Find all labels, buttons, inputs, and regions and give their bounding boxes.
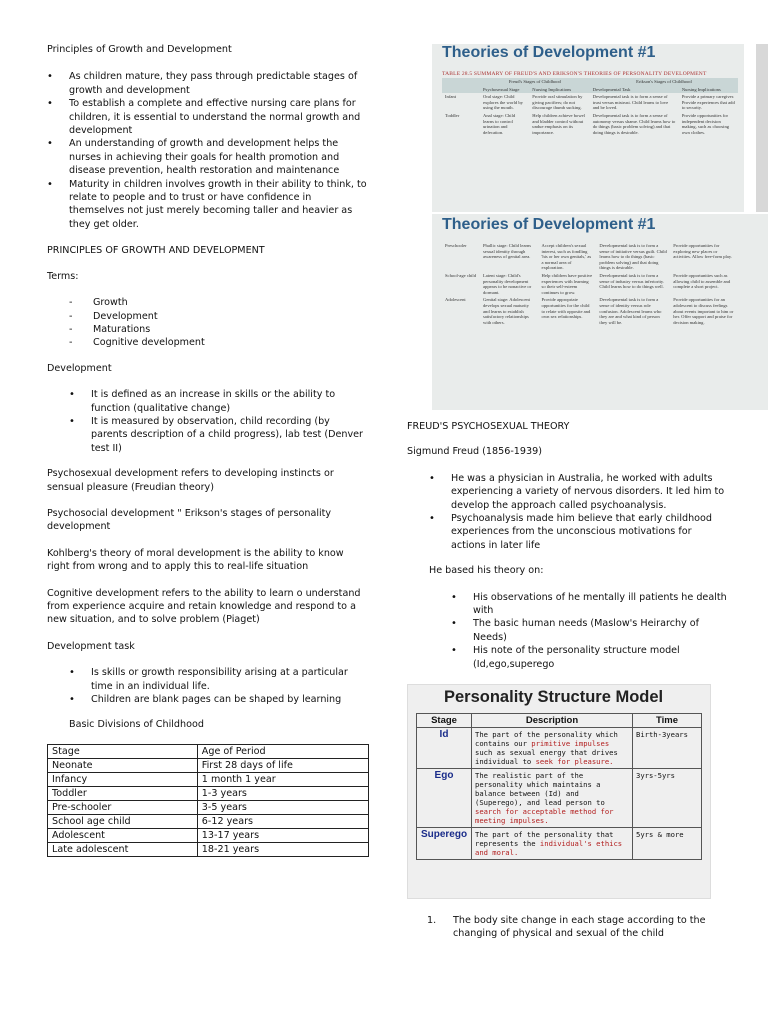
table-cell: Infant [445, 94, 456, 100]
table-cell: Preschooler [445, 243, 467, 248]
table-row [48, 828, 369, 842]
table-cell: 1 month 1 year [197, 772, 368, 786]
list-item: • His note of the personality structure model (Id,ego,superego [451, 644, 727, 671]
list-item [407, 914, 727, 941]
table-row [417, 728, 702, 769]
list-item: • Is skills or growth responsibility arising at a particular time in an individual life. [69, 666, 369, 693]
paragraph: Psychosocial development " Erikson's stages of personality development [47, 507, 332, 533]
table-cell: Developmental task is to form a sense of industry versus inferiority. Child learns how to do things well. [599, 272, 665, 290]
table-cell: Provide a primary caregiver. Provide experiences that add to security. [681, 94, 735, 111]
table-cell: Developmental Task [592, 86, 631, 92]
table-cell: Developmental task is to form a sense of identity versus role confusion. Adolescent learns who they are and what kind of person they will be. [599, 297, 662, 325]
table-header: Description [472, 714, 633, 728]
table-cell: Anal stage: Child learns to control urination and defecation. [483, 112, 516, 135]
intro-bullet-list [47, 70, 369, 231]
table-cell: Phallic stage: Child learns sexual identity through awareness of genital area. [483, 243, 532, 260]
table-cell: School age child [48, 814, 198, 828]
theories-figure-2 [432, 214, 768, 410]
table-cell: Toddler [48, 786, 198, 800]
table-cell: Nursing Implications [681, 86, 721, 92]
figure-table [442, 242, 738, 326]
based-bullet-list [407, 591, 727, 671]
theories-figure-1 [432, 44, 744, 212]
table-row [48, 786, 369, 800]
table-row [442, 112, 738, 136]
numbered-list [407, 914, 727, 941]
table-cell: Pre-schooler [48, 800, 198, 814]
paragraph: Kohlberg's theory of moral development is the ability to know right from wrong and to apply this to real-life situation [47, 547, 344, 573]
stage-cell: Ego [417, 769, 472, 828]
section-heading: Principles of Growth and Development [47, 44, 232, 55]
table-cell: Developmental task is to form a sense of trust versus mistrust. Child learns to love and be loved. [592, 94, 669, 111]
terms-list [47, 296, 369, 350]
table-cell: 18-21 years [197, 842, 368, 856]
highlight-span: seek for pleasure. [535, 757, 614, 766]
list-item: • It is measured by observation, child recording (by parents description of a child progress), lab test (Denver test II) [69, 415, 369, 455]
table-row [417, 714, 702, 728]
section-heading: FREUD'S PSYCHOSEXUAL THEORY [407, 421, 570, 432]
figure-subtitle: TABLE 28.5 SUMMARY OF FREUD'S AND ERIKSON'S THEORIES OF PERSONALITY DEVELOPMENT [442, 71, 707, 77]
table-row [48, 842, 369, 856]
table-cell: Provide opportunities such as allowing child to assemble and complete a short project. [673, 272, 731, 290]
table-row [48, 814, 369, 828]
table-row [442, 272, 738, 296]
left-column [47, 43, 369, 857]
table-cell: Developmental task is to form a sense of initiative versus guilt. Child learns how to do things (basic problem solving) and that doing things is desirable. [599, 243, 667, 271]
highlight-span: individual's ethics and moral. [475, 839, 623, 857]
table-row [442, 296, 738, 326]
figure-title: Personality Structure Model [444, 688, 664, 706]
list-item: - Maturations [47, 323, 369, 336]
table-cell: Provide opportunities for exploring new places or activities. Allow free-form play. [673, 243, 732, 260]
table-header: Time [633, 714, 702, 728]
table-cell: Latent stage: Child's personality development appears to be nonactive or dormant. [483, 272, 532, 295]
table-cell: Toddler [445, 112, 460, 118]
highlight-span: search for acceptable method for meeting impulses. [475, 807, 614, 825]
table-row [48, 772, 369, 786]
table-header: Stage [417, 714, 472, 728]
table-cell: Developmental task is to form a sense of autonomy versus shame. Child learns how to do things (basic problem solving) and that doing things is desirable. [592, 112, 676, 135]
table-cell: 6-12 years [197, 814, 368, 828]
table-cell: Infancy [48, 772, 198, 786]
figure-table-wrap [442, 78, 738, 136]
table-row [442, 86, 738, 94]
table-cell: Erikson's Stages of Childhood [636, 79, 692, 84]
time-cell: 3yrs-5yrs [633, 769, 702, 828]
table-cell: Provide oral stimulation by giving pacifiers; do not discourage thumb sucking. [532, 94, 583, 111]
description-cell [472, 828, 633, 860]
list-item: • To establish a complete and effective nursing care plans for children, it is essential to understand the normal growth and development [47, 97, 369, 137]
table-row [442, 78, 738, 86]
table-row [417, 828, 702, 860]
list-item: • His observations of he mentally ill patients he dealth with [451, 591, 727, 618]
list-item: • Maturity in children involves growth in their ability to think, to relate to people and to trust or have confidence in themselves not just merely becoming taller and heavier as they get older. [47, 178, 369, 232]
table-cell: 1-3 years [197, 786, 368, 800]
task-label: Development task [47, 640, 135, 652]
text-span: such as sexual energy that drives individual to [475, 748, 618, 766]
table-row [48, 800, 369, 814]
description-cell [472, 769, 633, 828]
terms-label: Terms: [47, 270, 79, 282]
table-cell [442, 86, 480, 94]
description-cell [472, 728, 633, 769]
item-number: 1. [427, 915, 437, 926]
table-cell: Accept children's sexual interest, such as fondling 'his or her own genitals,' as a normal area of exploration. [541, 243, 592, 271]
list-item: • As children mature, they pass through predictable stages of growth and development [47, 70, 369, 97]
table-cell: Genital stage: Adolescent develops sexual maturity and learns to establish satisfactory relationships with others. [483, 297, 530, 325]
list-item: • He was a physician in Australia, he worked with adults experiencing a variety of nervous disorders. It led him to develop the approach called psychoanalysis. [429, 472, 727, 512]
list-item: - Development [47, 310, 369, 323]
development-label: Development [47, 362, 112, 374]
table-cell: 13-17 years [197, 828, 368, 842]
figure-table [442, 78, 738, 136]
table-cell: Adolescent [48, 828, 198, 842]
table-cell: Provide opportunities for independent decision making, such as choosing own clothes. [681, 112, 730, 135]
table-cell: First 28 days of life [197, 758, 368, 772]
divisions-label: Basic Divisions of Childhood [69, 719, 204, 731]
list-item: • It is defined as an increase in skills or the ability to function (qualitative change) [69, 388, 369, 415]
table-cell: Psychosexual Stage [483, 86, 520, 92]
table-cell: Neonate [48, 758, 198, 772]
task-bullet-list [47, 666, 369, 706]
table-cell: 3-5 years [197, 800, 368, 814]
psm-table [416, 713, 702, 860]
table-cell: Late adolescent [48, 842, 198, 856]
table-row [442, 242, 738, 272]
development-bullet-list [47, 388, 369, 455]
table-cell: Provide appropriate opportunities for the child to relate with opposite and own sex relationships. [541, 297, 591, 320]
highlight-span: primitive impulses [531, 739, 610, 748]
text-span: The realistic part of the personality which maintains a balance between (Id) and (Superego), and lead person to [475, 771, 605, 807]
based-label: He based his theory on: [429, 565, 544, 577]
paragraph: Cognitive development refers to the ability to learn o understand from experience acquire and retain knowledge and respond to a new situation, and to solve problem (Piaget) [47, 587, 361, 626]
paragraph: Psychosexual development refers to developing instincts or sensual pleasure (Freudian theory) [47, 468, 334, 493]
table-cell: Provide opportunities for an adolescent to discuss feelings about events important to him or her. Offer support and praise for decision making. [673, 297, 734, 325]
time-cell: 5yrs & more [633, 828, 702, 860]
list-item: • Children are blank pages can be shaped by learning [69, 693, 369, 706]
right-column [407, 420, 727, 671]
time-cell: Birth-3years [633, 728, 702, 769]
figure-title: Theories of Development #1 [442, 216, 656, 233]
freud-bullet-list [407, 472, 727, 552]
table-row [48, 744, 369, 758]
table-cell: Stage [48, 744, 198, 758]
table-cell: Adolescent [445, 297, 466, 303]
list-item: • An understanding of growth and development helps the nurses in achieving their goals for health promotion and disease prevention, health restoration and maintenance [47, 137, 369, 177]
table-cell: Age of Period [197, 744, 368, 758]
divisions-table [47, 744, 369, 857]
table-cell: Help children achieve bowel and bladder control without undue emphasis on its importance. [532, 112, 585, 135]
item-text: The body site change in each stage according to the changing of physical and sexual of the child [453, 915, 706, 940]
table-cell: Help children have positive experiences with learning so their self-esteem continues to grow. [541, 272, 593, 295]
table-cell: Freud's Stages of Childhood [508, 79, 561, 84]
table-cell [442, 78, 480, 86]
stage-cell: Id [417, 728, 472, 769]
list-item: • The basic human needs (Maslow's Heirarchy of Needs) [451, 617, 727, 644]
table-cell: School-age child [445, 272, 476, 278]
figure-title: Theories of Development #1 [442, 44, 656, 61]
list-item: - Cognitive development [47, 336, 369, 349]
personality-structure-figure [407, 684, 711, 899]
stage-cell: Superego [417, 828, 472, 860]
table-row [417, 769, 702, 828]
table-cell: Nursing Implications [532, 86, 572, 92]
figure-table-wrap [442, 242, 738, 326]
table-cell: Oral stage: Child explores the world by using the mouth. [483, 94, 523, 111]
figure-edge [756, 44, 768, 212]
table-row [48, 758, 369, 772]
table-row [442, 93, 738, 112]
author-line: Sigmund Freud (1856-1939) [407, 446, 542, 458]
list-item: • Psychoanalysis made him believe that early childhood experiences from the unconscious motivations for actions in later life [429, 512, 727, 552]
section-heading: PRINCIPLES OF GROWTH AND DEVELOPMENT [47, 245, 265, 257]
text-span: The part of the personality that represents the [475, 830, 614, 848]
text-span: The part of the personality which contains our [475, 730, 618, 748]
list-item: - Growth [47, 296, 369, 309]
